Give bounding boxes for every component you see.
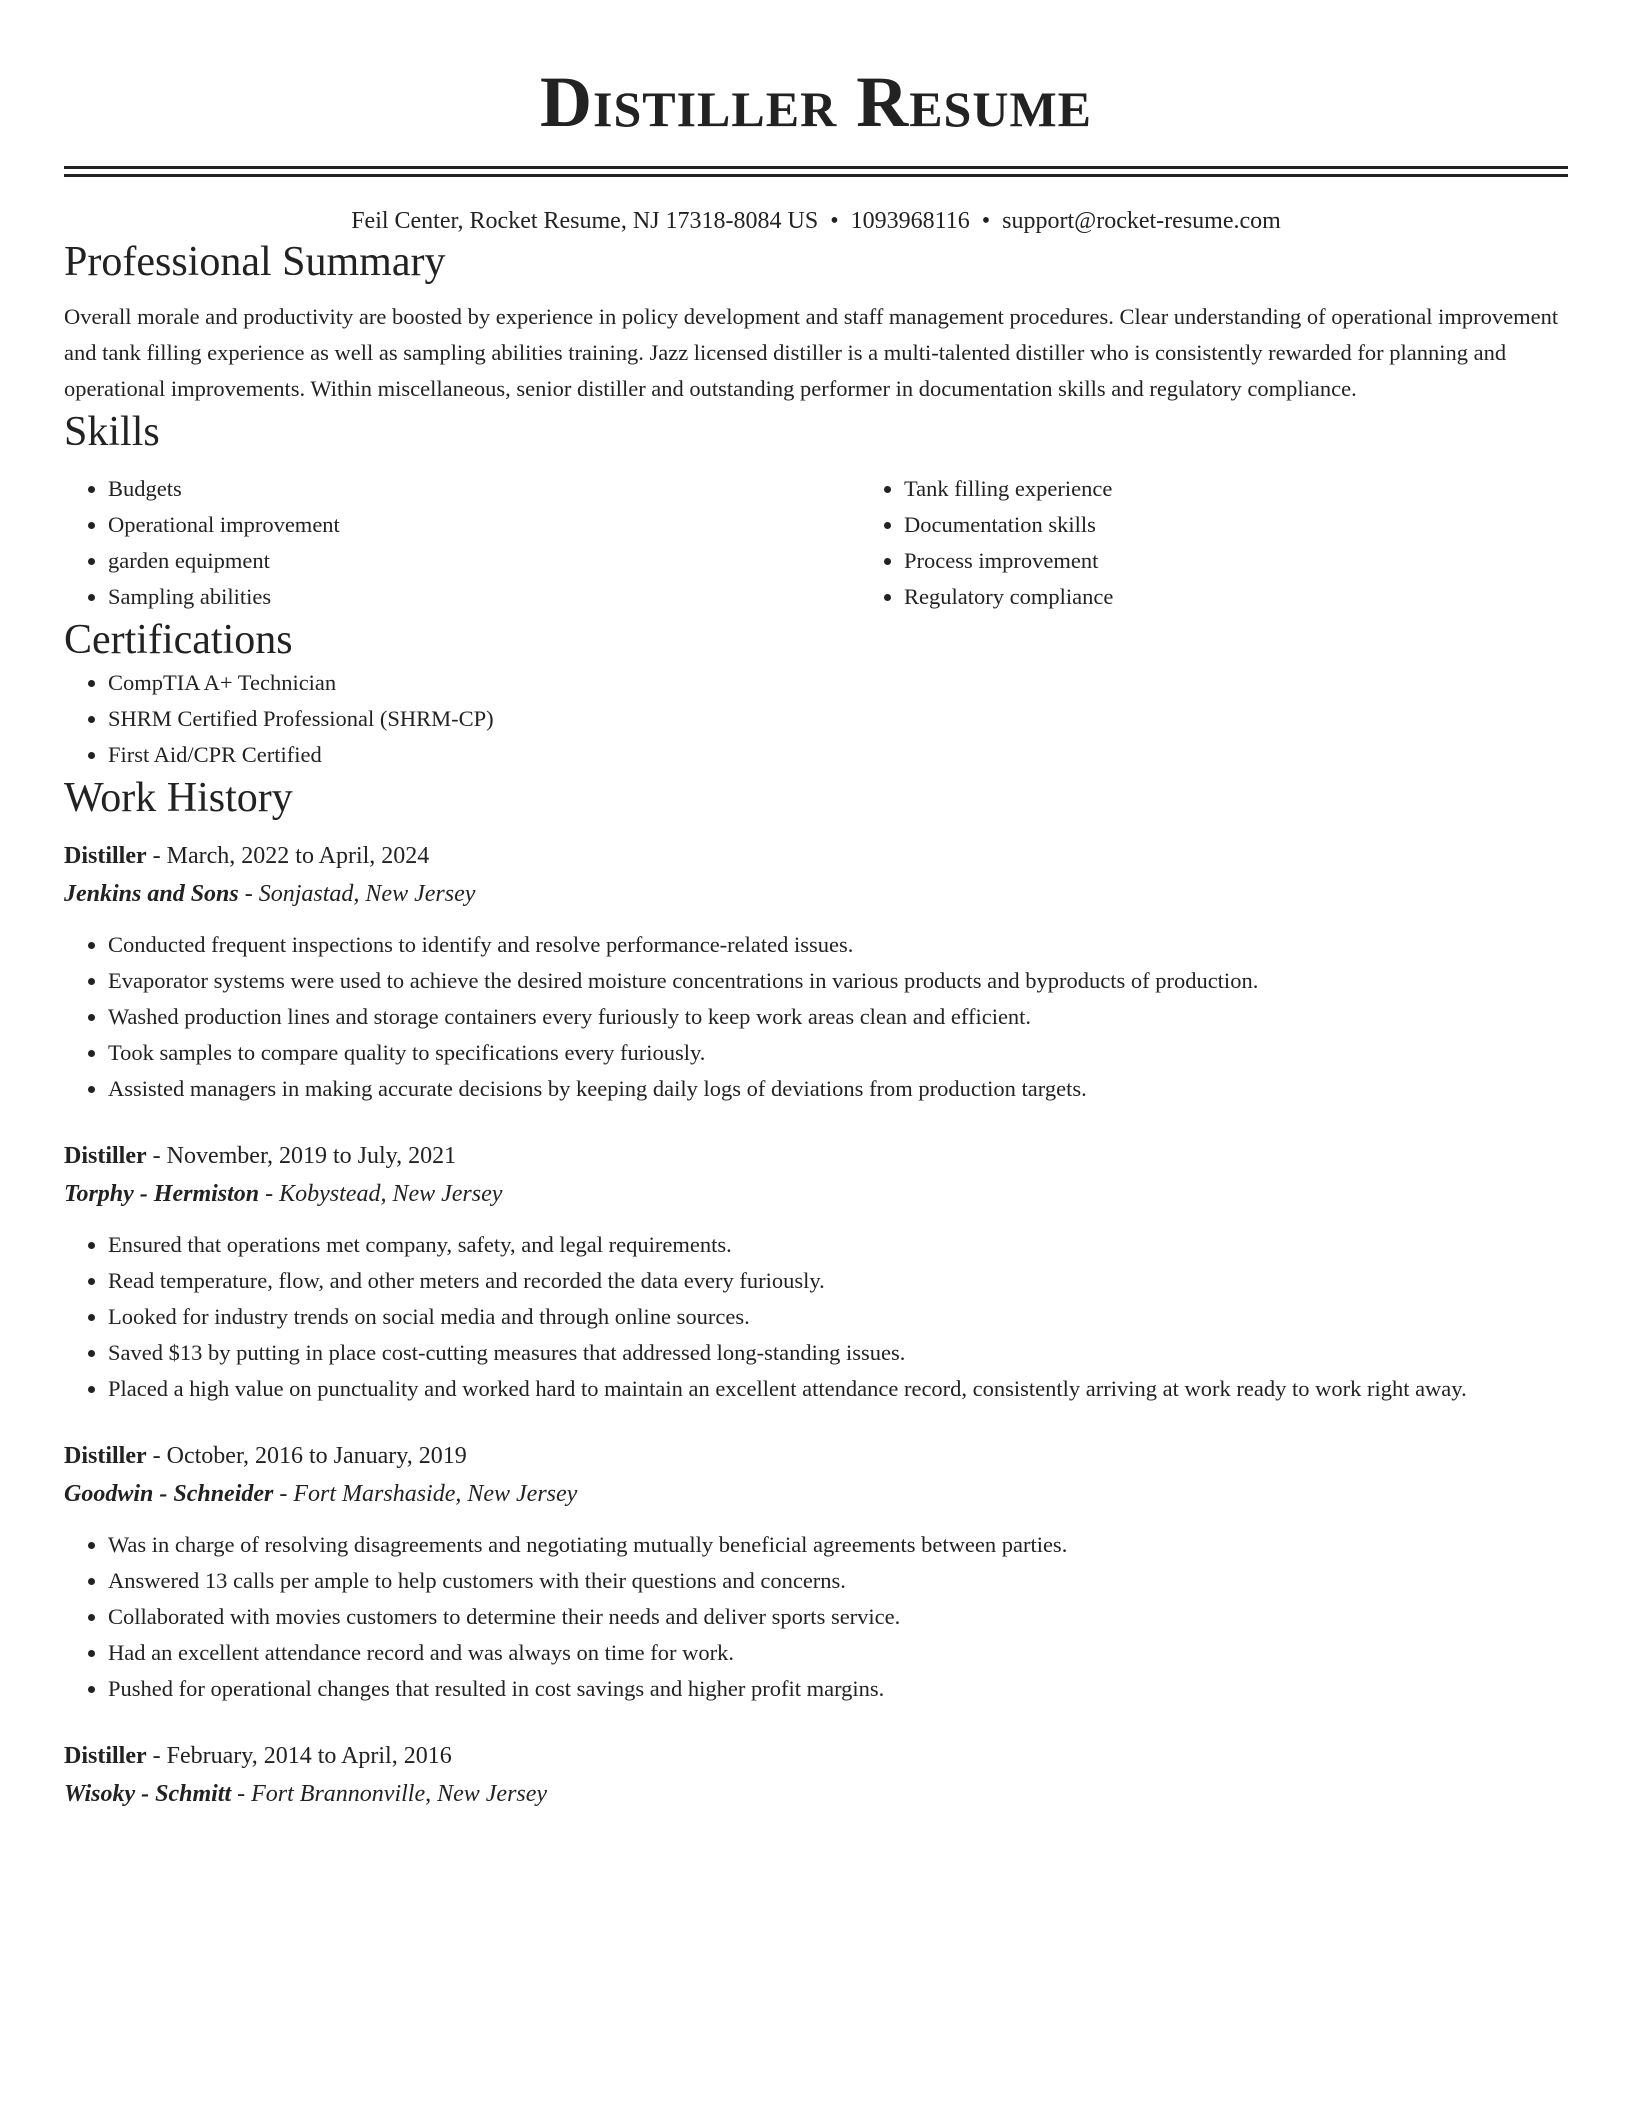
job-duty: • Pushed for operational changes that resulted in cost savings and higher profit margins.: [108, 1671, 1568, 1707]
job-dates: February, 2014 to April, 2016: [166, 1743, 452, 1769]
job-title: Distiller: [64, 843, 147, 869]
job-title: Distiller: [64, 1143, 147, 1169]
contact-line: [64, 205, 1568, 237]
job-title: Distiller: [64, 1743, 147, 1769]
job-duty: • Read temperature, flow, and other meters and recorded the data every furiously.: [108, 1263, 1568, 1299]
job-title-line: Distiller - October, 2016 to January, 2019: [64, 1443, 467, 1469]
job-duty: • Collaborated with movies customers to determine their needs and deliver sports service.: [108, 1599, 1568, 1635]
job-entry: [64, 1137, 1568, 1407]
company-line: Jenkins and Sons - Sonjastad, New Jersey: [64, 881, 476, 907]
job-title: Distiller: [64, 1443, 147, 1469]
contact-address: Feil Center, Rocket Resume, NJ 17318-8084 US: [351, 208, 819, 234]
company-name: Wisoky - Schmitt: [64, 1781, 232, 1807]
company-location: Fort Brannonville, New Jersey: [251, 1781, 548, 1807]
job-duty: • Evaporator systems were used to achieve the desired moisture concentrations in various products and byproducts of production.: [108, 963, 1568, 999]
title-divider: [64, 166, 1568, 177]
skill-item: • Regulatory compliance: [904, 579, 1632, 615]
summary-heading: Professional Summary: [64, 239, 446, 285]
skills-columns: [64, 471, 1568, 615]
work-history-heading: Work History: [64, 775, 293, 821]
job-dates: November, 2019 to July, 2021: [166, 1143, 457, 1169]
job-title-line: Distiller - February, 2014 to April, 2016: [64, 1743, 452, 1769]
skill-item: • Documentation skills: [904, 507, 1632, 543]
company-name: Jenkins and Sons: [64, 881, 239, 907]
job-duty: • Assisted managers in making accurate decisions by keeping daily logs of deviations from production targets.: [108, 1071, 1568, 1107]
job-entry: [64, 837, 1568, 1107]
skill-item: • garden equipment: [108, 543, 860, 579]
job-duty: • Took samples to compare quality to specifications every furiously.: [108, 1035, 1568, 1071]
skills-heading: Skills: [64, 409, 160, 455]
resume-title: Distiller Resume: [539, 62, 1093, 142]
certifications-list: [64, 665, 1568, 773]
job-duties-list: [64, 927, 1568, 1107]
resume-page: [64, 0, 1568, 1813]
contact-separator: •: [830, 208, 839, 234]
company-name: Torphy - Hermiston: [64, 1181, 260, 1207]
certification-item: • SHRM Certified Professional (SHRM-CP): [108, 701, 1568, 737]
contact-email: support@rocket-resume.com: [1002, 208, 1281, 234]
summary-text: Overall morale and productivity are boosted by experience in policy development and staff management procedures. Clear understanding of operational improvement and tank filling experience as well as sampling abilities training. Jazz licensed distiller is a multi-talented distiller who is consistently rewarded for planning and operational improvements. Within miscellaneous, senior distiller and outstanding performer in documentation skills and regulatory compliance.: [64, 304, 1559, 401]
skill-item: • Process improvement: [904, 543, 1632, 579]
company-location: Fort Marshaside, New Jersey: [293, 1481, 578, 1507]
skills-list-left: [64, 471, 860, 615]
certification-item: • First Aid/CPR Certified: [108, 737, 1568, 773]
certifications-heading: Certifications: [64, 617, 293, 663]
contact-separator: •: [981, 208, 991, 234]
company-location: Sonjastad, New Jersey: [258, 881, 476, 907]
skills-list-right: [860, 471, 1632, 615]
job-duty: • Answered 13 calls per ample to help customers with their questions and concerns.: [108, 1563, 1568, 1599]
certification-item: • CompTIA A+ Technician: [108, 665, 1568, 701]
job-duty: • Was in charge of resolving disagreements and negotiating mutually beneficial agreements between parties.: [108, 1527, 1568, 1563]
job-title-line: Distiller - November, 2019 to July, 2021: [64, 1143, 457, 1169]
job-dates: March, 2022 to April, 2024: [166, 843, 430, 869]
job-duty: • Washed production lines and storage containers every furiously to keep work areas clean and efficient.: [108, 999, 1568, 1035]
job-duty: • Ensured that operations met company, safety, and legal requirements.: [108, 1227, 1568, 1263]
skill-item: • Operational improvement: [108, 507, 860, 543]
job-duty: • Looked for industry trends on social media and through online sources.: [108, 1299, 1568, 1335]
job-duty: • Had an excellent attendance record and was always on time for work.: [108, 1635, 1568, 1671]
job-title-line: Distiller - March, 2022 to April, 2024: [64, 843, 430, 869]
job-entry: [64, 1437, 1568, 1707]
job-duties-list: [64, 1527, 1568, 1707]
skill-item: • Tank filling experience: [904, 471, 1632, 507]
company-line: Wisoky - Schmitt - Fort Brannonville, New Jersey: [64, 1781, 548, 1807]
company-location: Kobystead, New Jersey: [279, 1181, 503, 1207]
job-duty: • Placed a high value on punctuality and worked hard to maintain an excellent attendance record, consistently arriving at work ready to work right away.: [108, 1371, 1568, 1407]
job-dates: October, 2016 to January, 2019: [166, 1443, 467, 1469]
job-duty: • Conducted frequent inspections to identify and resolve performance-related issues.: [108, 927, 1568, 963]
company-line: Goodwin - Schneider - Fort Marshaside, New Jersey: [64, 1481, 578, 1507]
contact-phone: 1093968116: [850, 208, 970, 234]
job-duties-list: [64, 1227, 1568, 1407]
skill-item: • Sampling abilities: [108, 579, 860, 615]
job-entry: [64, 1737, 1568, 1813]
company-name: Goodwin - Schneider: [64, 1481, 274, 1507]
skill-item: • Budgets: [108, 471, 860, 507]
job-duty: • Saved $13 by putting in place cost-cutting measures that addressed long-standing issues.: [108, 1335, 1568, 1371]
company-line: Torphy - Hermiston - Kobystead, New Jersey: [64, 1181, 503, 1207]
